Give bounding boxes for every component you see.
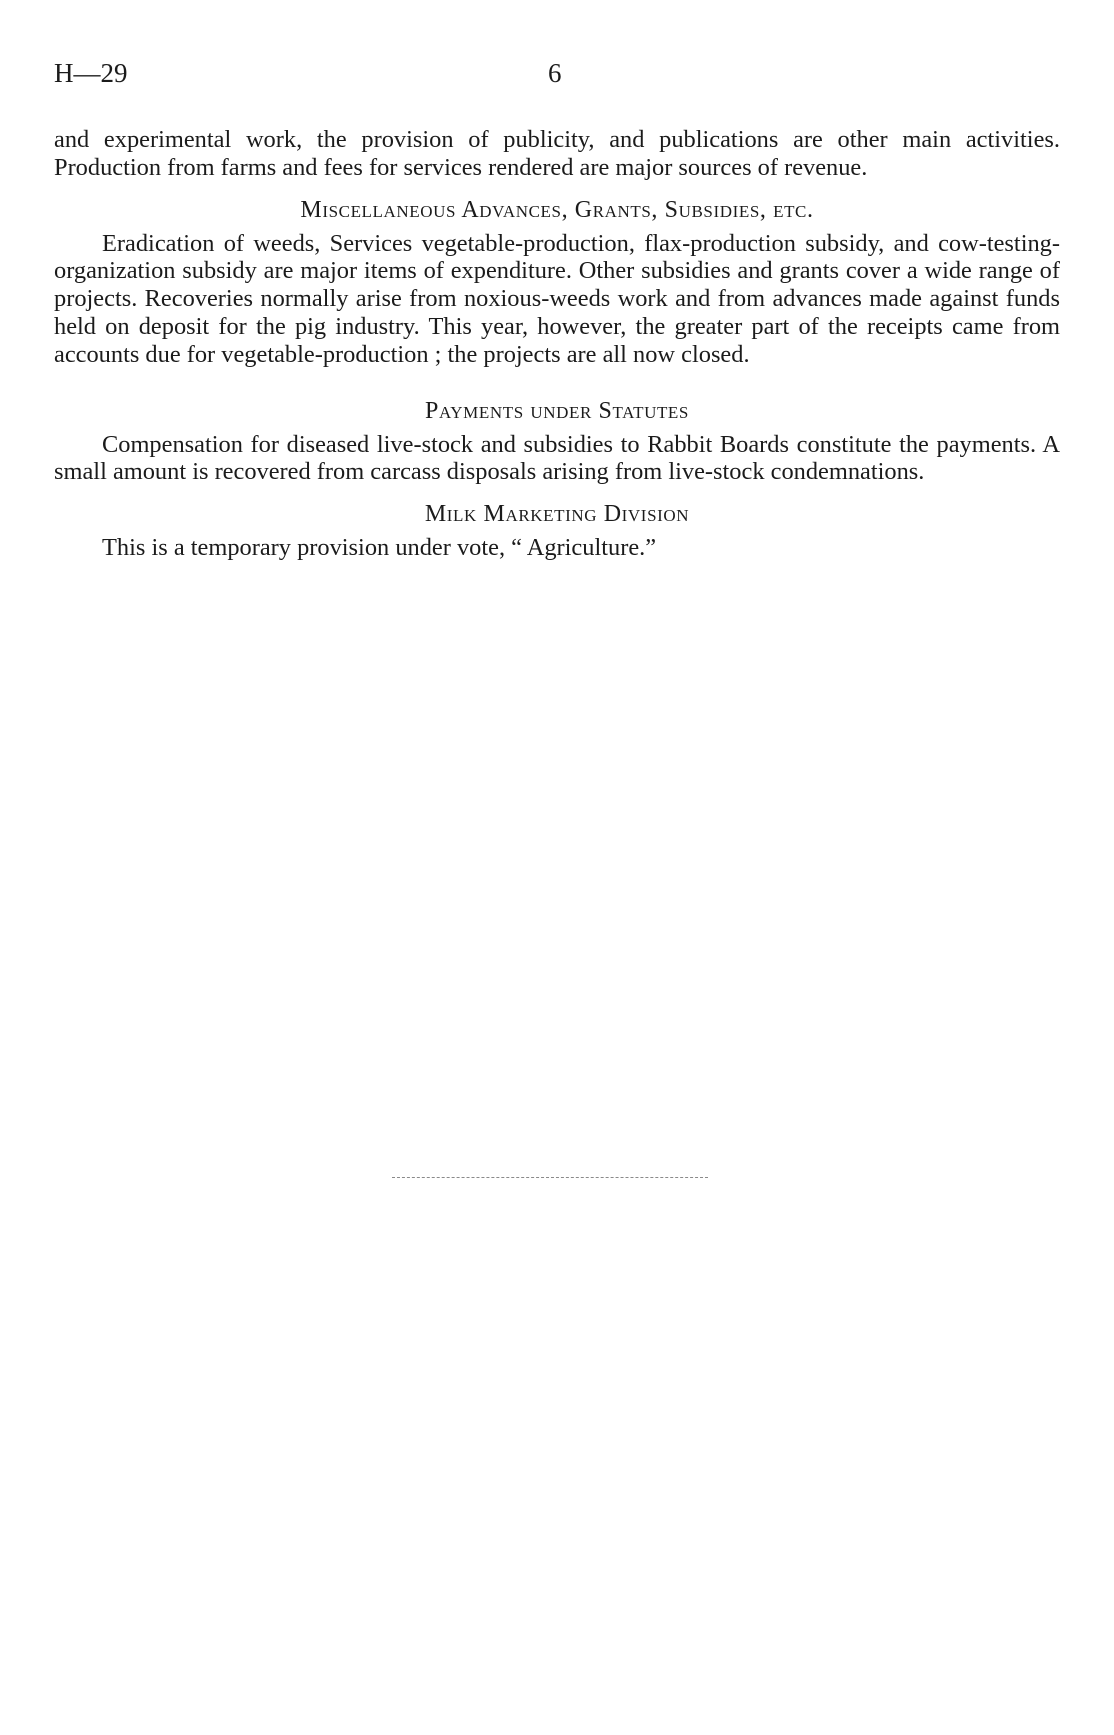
paragraph-continued: and experimental work, the provision of publicity, and publications are other main activities. Production from farms and fees for services rendered are major sources of revenue. (54, 126, 1060, 181)
document-reference: H—29 (54, 58, 128, 88)
section-heading-payments-statutes: Payments under Statutes (425, 397, 689, 424)
paragraph-payments-statutes: Compensation for diseased live-stock and subsidies to Rabbit Boards constitute the payments. A small amount is recovered from carcass disposals arising from live-stock condemnations. (54, 430, 1060, 486)
document-body (54, 126, 1060, 562)
paragraph-milk-marketing: This is a temporary provision under vote, “ Agriculture.” (102, 534, 657, 562)
end-rule (392, 1177, 708, 1178)
paragraph-misc-advances: Eradication of weeds, Services vegetable-production, flax-production subsidy, and cow-testing-organization subsidy are major items of expenditure. Other subsidies and grants cover a wide range of projects. Recoveries normally arise from noxious-weeds work and from advances made against funds held on deposit for the pig industry. This year, however, the greater part of the receipts came from accounts due for vegetable-production ; the projects are all now closed. (54, 229, 1060, 368)
section-heading-misc-advances: Miscellaneous Advances, Grants, Subsidies, etc. (300, 196, 814, 223)
section-heading-milk-marketing: Milk Marketing Division (424, 501, 690, 528)
page-number: 6 (548, 58, 562, 88)
